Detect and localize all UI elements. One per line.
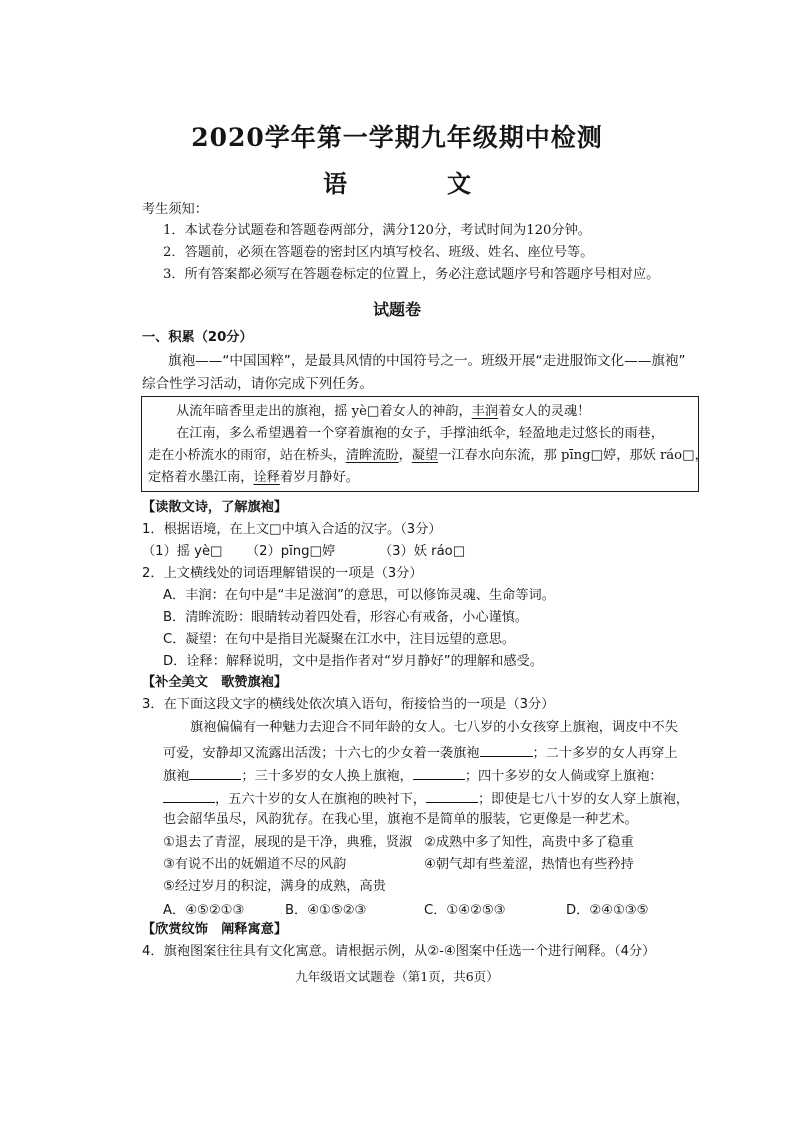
part1-intro-line1: 旗袍——“中国国粹”，是最具风情的中国符号之一。班级开展“走进服饰文化——旗袍” xyxy=(168,353,686,369)
subject-title: 语 文 xyxy=(323,169,509,198)
q2-option-c: C．凝望：在句中是指目光凝聚在江水中，注目远望的意思。 xyxy=(163,632,516,647)
question-3: 3．在下面这段文字的横线处依次填入语句，衔接恰当的一项是（3分） xyxy=(142,697,555,712)
notice-item-1: 1．本试卷分试题卷和答题卷两部分，满分120分，考试时间为120分钟。 xyxy=(163,223,591,238)
notice-heading: 考生须知： xyxy=(142,202,208,217)
q2-option-a: A．丰润：在句中是“丰足滋润”的意思，可以修饰灵魂、生命等词。 xyxy=(163,588,555,603)
notice-item-3: 3．所有答案都必须写在答题卷标定的位置上，务必注意试题序号和答题序号相对应。 xyxy=(163,267,660,282)
question-2: 2．上文横线处的词语理解错误的一项是（3分） xyxy=(142,566,423,581)
page-footer: 九年级语文试题卷（第1页，共6页） xyxy=(295,969,499,984)
answer-blank xyxy=(480,743,533,757)
section-title: 试题卷 xyxy=(372,300,421,319)
poem-box xyxy=(141,396,708,492)
q3-sentence-5: ⑤经过岁月的积淀，满身的成熟，高贵 xyxy=(163,879,386,894)
q3-option-b: B．④①⑤②③ xyxy=(285,903,367,918)
q3-sentence-4: ④朝气却有些羞涩，热情也有些矜持 xyxy=(424,857,634,872)
poem-line-1: 从流年暗香里走出的旗袍，摇 yè□着女人的神韵，丰润着女人的灵魂！ xyxy=(176,404,591,419)
notice-item-2: 2．答题前，必须在答题卷的密封区内填写校名、班级、姓名、座位号等。 xyxy=(163,245,594,260)
q3-sentence-1: ①退去了青涩，展现的是干净，典雅，贤淑 xyxy=(163,835,413,850)
task1-heading: 【读散文诗，了解旗袍】 xyxy=(142,500,288,515)
question-4: 4．旗袍图案往往具有文化寓意。请根据示例，从②-④图案中任选一个进行阐释。（4分） xyxy=(142,944,656,959)
q3-paragraph-line-3: 旗袍 ；三十多岁的女人换上旗袍， ；四十多岁的女人倘或穿上旗袍： xyxy=(163,766,663,785)
q3-paragraph-line-2: 可爱，安静却又流露出活泼；十六七的少女着一袭旗袍 ；二十多岁的女人再穿上 xyxy=(163,743,678,762)
task3-heading: 【欣赏纹饰 阐释寓意】 xyxy=(142,922,288,937)
q3-sentence-2: ②成熟中多了知性，高贵中多了稳重 xyxy=(424,835,634,850)
poem-line-3: 走在小桥流水的雨帘，站在桥头，清眸流盼，凝望一江春水向东流，那 pīng□婷，那妖 ráo□， xyxy=(148,448,708,463)
q2-option-b: B．清眸流盼：眼睛转动着四处看，形容心有戒备，小心谨慎。 xyxy=(163,610,529,625)
task2-heading: 【补全美文 歌赞旗袍】 xyxy=(142,675,288,690)
q2-option-d: D．诠释：解释说明，文中是指作者对“岁月静好”的理解和感受。 xyxy=(163,654,543,669)
q3-paragraph-line-5: 也会韶华虽尽，风韵犹存。在我心里，旗袍不是简单的服装，它更像是一种艺术。 xyxy=(163,812,638,827)
q3-option-a: A．④⑤②①③ xyxy=(163,903,245,918)
q3-paragraph-line-4: ，五六十岁的女人在旗袍的映衬下， ；即使是七八十岁的女人穿上旗袍， xyxy=(163,789,689,808)
q3-sentence-3: ③有说不出的妩媚道不尽的风韵 xyxy=(163,857,347,872)
question-1: 1．根据语境，在上文□中填入合适的汉字。（3分） xyxy=(142,522,442,537)
answer-blank xyxy=(413,766,465,780)
part1-intro-line2: 综合性学习活动，请你完成下列任务。 xyxy=(142,376,374,392)
part1-heading: 一、积累（20分） xyxy=(142,330,253,345)
q1-option-1: （1）摇 yè□ xyxy=(142,544,223,559)
q1-option-3: （3）妖 ráo□ xyxy=(379,544,466,559)
q3-paragraph-line-1: 旗袍偏偏有一种魅力去迎合不同年龄的女人。七八岁的小女孩穿上旗袍，调皮中不失 xyxy=(190,720,678,735)
answer-blank xyxy=(189,766,241,780)
q3-option-d: D．②④①③⑤ xyxy=(566,903,649,918)
poem-line-2: 在江南，多么希望遇着一个穿着旗袍的女子，手撑油纸伞，轻盈地走过悠长的雨巷， xyxy=(176,426,664,441)
poem-line-4: 定格着水墨江南，诠释着岁月静好。 xyxy=(148,470,359,485)
exam-title: 2020学年第一学期九年级期中检测 xyxy=(191,123,603,152)
answer-blank xyxy=(426,789,478,803)
q1-option-2: （2）pīng□婷 xyxy=(246,544,336,559)
answer-blank xyxy=(163,789,215,803)
q3-option-c: C．①④②⑤③ xyxy=(424,903,506,918)
